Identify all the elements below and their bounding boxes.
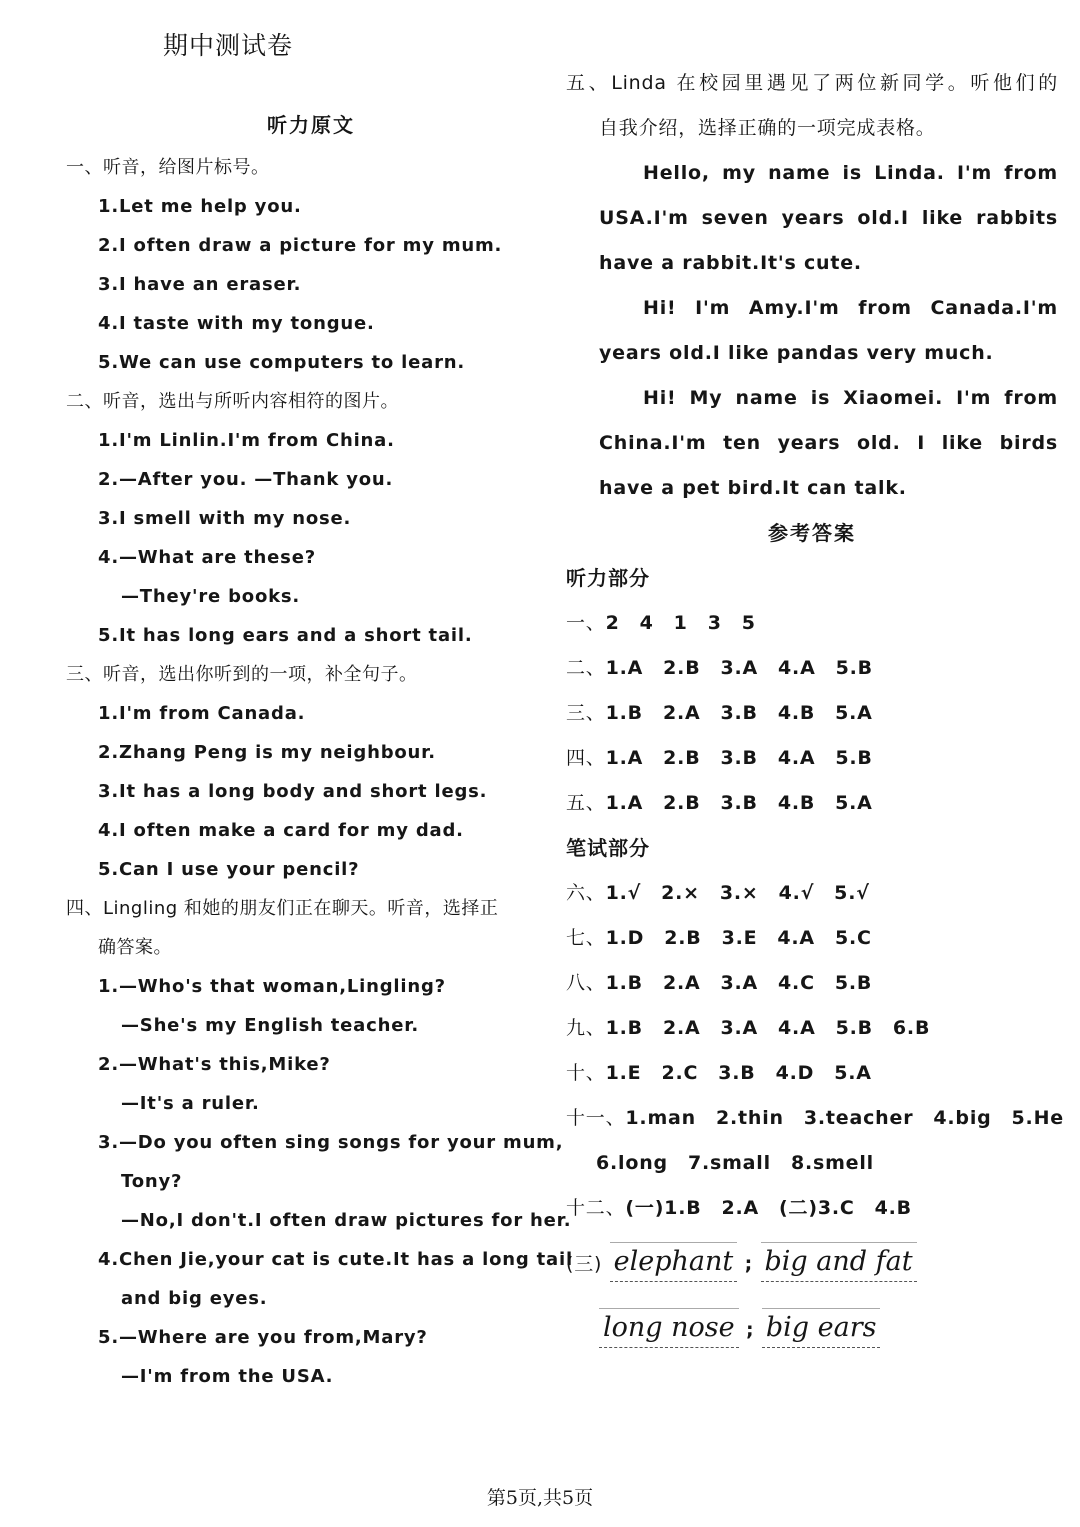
- script-line: 4.I taste with my tongue.: [98, 313, 375, 334]
- answer-item: 3.E: [721, 927, 758, 949]
- handwritten-answer-line-2: [566, 1297, 1058, 1363]
- answer-item: 2.B: [664, 927, 702, 949]
- section-five-line: USA.I'm seven years old.I like rabbits: [599, 207, 1058, 229]
- answer-item: 5.A: [835, 792, 873, 814]
- answer-item: 4.B: [874, 1197, 912, 1219]
- answer-item: 2.A: [662, 1017, 701, 1039]
- script-line: 5.We can use computers to learn.: [98, 352, 466, 373]
- listening-part-label: 听力部分: [566, 566, 650, 590]
- script-line: 3.I have an eraser.: [98, 274, 302, 295]
- answer-item: 3.A: [720, 972, 759, 994]
- answer-row-number: 二、: [566, 657, 606, 679]
- answer-item: 1.man: [625, 1107, 696, 1129]
- answer-row: [566, 601, 1058, 646]
- answer-item: 2.B: [663, 657, 701, 679]
- handwritten-word-big-and-fat: big and fat: [761, 1242, 917, 1282]
- answer-row: [566, 1006, 1058, 1051]
- section-five-line: have a rabbit.It's cute.: [599, 252, 862, 274]
- answer-item: 1.A: [605, 657, 644, 679]
- script-line: 四、Lingling 和她的朋友们正在聊天。听音，选择正: [66, 898, 499, 919]
- answer-item: 4.B: [777, 792, 816, 814]
- answer-item: 2.thin: [716, 1107, 784, 1129]
- script-line: 3.—Do you often sing songs for your mum,: [98, 1132, 564, 1153]
- listening-script-heading: 听力原文: [267, 113, 355, 137]
- script-line: 5.It has long ears and a short tail.: [98, 625, 473, 646]
- answer-item: 1.D: [605, 927, 645, 949]
- answer-item: 4.√: [778, 882, 815, 904]
- answer-item: 2.C: [661, 1062, 699, 1084]
- answer-item: 2.A: [662, 972, 701, 994]
- answer-item: 3.B: [720, 702, 758, 724]
- answer-row: [566, 1051, 1058, 1096]
- listening-answers: [566, 601, 1058, 826]
- answer-item: 5: [741, 612, 756, 634]
- answer-item: 3.B: [720, 747, 758, 769]
- answer-item: 1.E: [605, 1062, 642, 1084]
- answer-row-number: 十二、: [566, 1197, 626, 1219]
- section-five-line: 五、Linda 在校园里遇见了两位新同学。听他们的: [566, 72, 1058, 94]
- script-line: 1.I'm from Canada.: [98, 703, 306, 724]
- answer-row: [566, 646, 1058, 691]
- answer-row: [566, 1186, 1058, 1231]
- script-line: 2.—What's this,Mike?: [98, 1054, 331, 1075]
- answer-row: [566, 871, 1058, 916]
- answer-item: 5.A: [834, 1062, 872, 1084]
- script-line: 2.—After you. —Thank you.: [98, 469, 394, 490]
- script-line: 5.—Where are you from,Mary?: [98, 1327, 428, 1348]
- script-line: 二、听音，选出与所听内容相符的图片。: [66, 391, 399, 412]
- handwritten-word-big-ears: big ears: [762, 1308, 881, 1348]
- script-line: —I'm from the USA.: [121, 1366, 334, 1387]
- answer-row-number: 八、: [566, 972, 606, 994]
- answer-item: 1.A: [605, 747, 644, 769]
- section-five-line: have a pet bird.It can talk.: [599, 477, 907, 499]
- script-line: Tony?: [121, 1171, 183, 1192]
- answer-row: [566, 1141, 1058, 1186]
- answers-heading: 参考答案: [768, 521, 856, 545]
- script-line: —She's my English teacher.: [121, 1015, 419, 1036]
- script-line: 1.—Who's that woman,Lingling?: [98, 976, 446, 997]
- answer-item: 1.B: [605, 1017, 643, 1039]
- answer-item: 3.A: [720, 657, 759, 679]
- script-line: 2.Zhang Peng is my neighbour.: [98, 742, 436, 763]
- script-line: 5.Can I use your pencil?: [98, 859, 360, 880]
- answer-item: (一)1.B: [625, 1197, 702, 1219]
- script-line: 4.Chen Jie,your cat is cute.It has a long tail: [98, 1249, 573, 1270]
- answer-row: [566, 781, 1058, 826]
- script-line: —They're books.: [121, 586, 301, 607]
- answer-row: [566, 691, 1058, 736]
- written-answers: [566, 871, 1064, 1231]
- answer-item: 6.B: [892, 1017, 931, 1039]
- answer-row-number: 七、: [566, 927, 606, 949]
- answer-item: 1.√: [605, 882, 642, 904]
- script-line: 一、听音，给图片标号。: [66, 157, 270, 178]
- answer-item: 3.B: [720, 792, 758, 814]
- answer-row: [566, 1096, 1064, 1141]
- answer-item: 2: [605, 612, 620, 634]
- script-line: 3.I smell with my nose.: [98, 508, 352, 529]
- script-line: 1.I'm Linlin.I'm from China.: [98, 430, 395, 451]
- answer-item: 5.C: [834, 927, 872, 949]
- script-line: 1.Let me help you.: [98, 196, 302, 217]
- answer-item: 2.A: [662, 702, 701, 724]
- script-line: —No,I don't.I often draw pictures for her.: [121, 1210, 572, 1231]
- answer-row: [566, 961, 1058, 1006]
- answer-item: 5.B: [834, 972, 873, 994]
- answer-item: 5.B: [835, 1017, 873, 1039]
- script-line: 4.—What are these?: [98, 547, 316, 568]
- answer-item: 3.×: [719, 882, 759, 904]
- answer-item: 2.×: [661, 882, 700, 904]
- handwritten-prefix: (三): [566, 1253, 603, 1275]
- separator: ;: [737, 1253, 761, 1275]
- answer-item: 5.A: [835, 702, 873, 724]
- answer-row-number: 十、: [566, 1062, 606, 1084]
- handwritten-answer-line-1: [566, 1231, 1058, 1297]
- script-line: 2.I often draw a picture for my mum.: [98, 235, 503, 256]
- answer-item: 2.B: [663, 747, 701, 769]
- answer-item: 1.B: [605, 972, 643, 994]
- answer-item: 4.A: [778, 657, 816, 679]
- answer-item: 1.B: [605, 702, 643, 724]
- answer-item: 4.C: [778, 972, 815, 994]
- section-five-line: 自我介绍，选择正确的一项完成表格。: [599, 117, 936, 139]
- answer-item: (二)3.C: [779, 1197, 855, 1219]
- answer-item: 2.A: [721, 1197, 760, 1219]
- answer-item: 3.A: [720, 1017, 759, 1039]
- answer-item: 5.B: [835, 657, 873, 679]
- handwritten-word-elephant: elephant: [610, 1242, 738, 1282]
- script-line: 三、听音，选出你听到的一项，补全句子。: [66, 664, 418, 685]
- answer-item: 4.big: [933, 1107, 992, 1129]
- section-five-line: Hi! I'm Amy.I'm from Canada.I'm: [643, 297, 1058, 319]
- answer-item: 1: [673, 612, 688, 634]
- answer-row: [566, 736, 1058, 781]
- answer-item: 4.A: [777, 927, 815, 949]
- answer-row-number: 六、: [566, 882, 606, 904]
- script-line: 确答案。: [98, 937, 172, 958]
- answer-item: 7.small: [687, 1152, 771, 1174]
- handwritten-word-long-nose: long nose: [599, 1308, 739, 1348]
- script-line: 4.I often make a card for my dad.: [98, 820, 464, 841]
- answer-item: 3.teacher: [803, 1107, 914, 1129]
- answer-item: 5.√: [834, 882, 870, 904]
- listening-script-lines: [66, 148, 573, 1396]
- answers-column: [566, 61, 1064, 1363]
- section-five-line: Hello, my name is Linda. I'm from: [643, 162, 1058, 184]
- answer-item: 2.B: [663, 792, 701, 814]
- answer-item: 4.A: [777, 747, 816, 769]
- written-part-label: 笔试部分: [566, 836, 650, 860]
- answer-item: 3: [707, 612, 722, 634]
- answer-row-number: 十一、: [566, 1107, 626, 1129]
- answer-item: 5.B: [835, 747, 873, 769]
- page-footer: 第5页,共5页: [486, 1487, 594, 1509]
- answer-item: 4.B: [777, 702, 816, 724]
- answer-row: [566, 916, 1058, 961]
- answer-item: 6.long: [596, 1152, 668, 1174]
- answer-row-number: 一、: [566, 612, 606, 634]
- answer-row-number: 九、: [566, 1017, 606, 1039]
- section-five-line: China.I'm ten years old. I like birds: [599, 432, 1058, 454]
- script-line: —It's a ruler.: [121, 1093, 260, 1114]
- answer-item: 4: [639, 612, 654, 634]
- answer-row-number: 四、: [566, 747, 606, 769]
- answer-row-number: 五、: [566, 792, 606, 814]
- section-five-line: Hi! My name is Xiaomei. I'm from: [643, 387, 1058, 409]
- script-line: and big eyes.: [121, 1288, 268, 1309]
- answer-item: 1.A: [605, 792, 644, 814]
- separator: ;: [738, 1319, 762, 1341]
- page-header-title: 期中测试卷: [163, 31, 294, 60]
- answer-item: 3.B: [718, 1062, 756, 1084]
- listening-script-column: [66, 103, 573, 1396]
- script-line: 3.It has a long body and short legs.: [98, 781, 488, 802]
- answer-item: 8.smell: [790, 1152, 874, 1174]
- section-five-line: years old.I like pandas very much.: [599, 342, 994, 364]
- answer-row-number: 三、: [566, 702, 606, 724]
- answer-item: 4.A: [778, 1017, 816, 1039]
- answer-item: 4.D: [775, 1062, 815, 1084]
- section-five-script: [566, 61, 1058, 511]
- answer-item: 5.He: [1011, 1107, 1064, 1129]
